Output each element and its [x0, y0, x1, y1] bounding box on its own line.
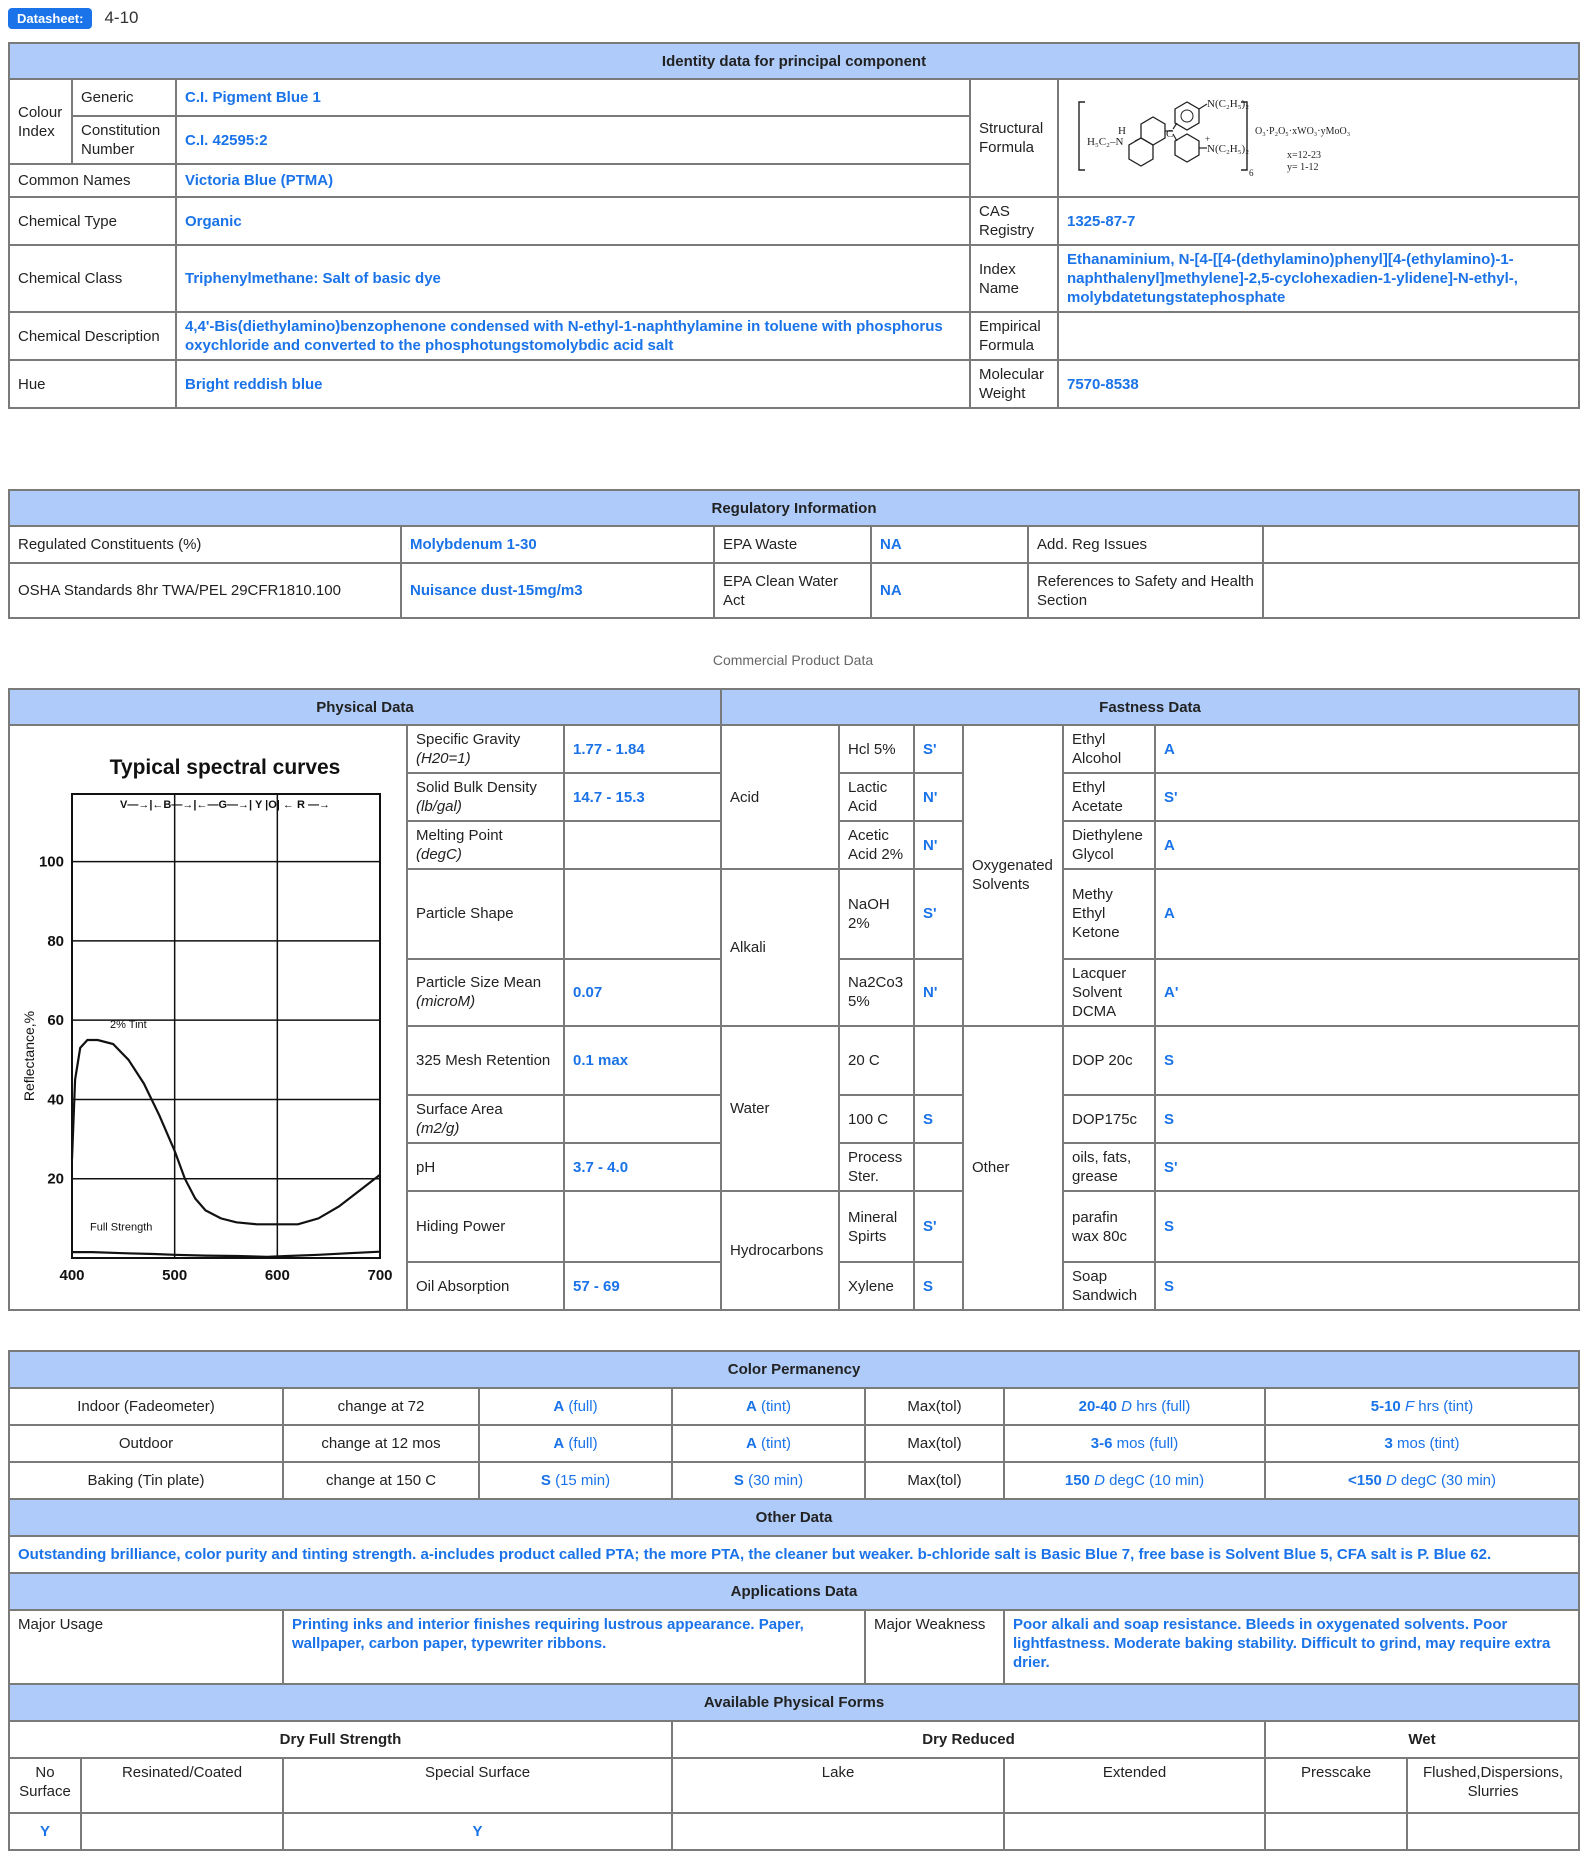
fastness-left-value	[914, 1143, 963, 1191]
structural-formula-label: Structural Formula	[970, 79, 1058, 197]
identity-title: Identity data for principal component	[9, 43, 1579, 79]
chart-y-tick: 60	[47, 1012, 64, 1030]
perm-full-note: (full)	[568, 1435, 598, 1452]
perm-max-full-note: hrs (full)	[1136, 1398, 1191, 1415]
perm-max: Max(tol)	[865, 1388, 1004, 1425]
generic-label: Generic	[72, 79, 176, 116]
physical-label-text: Hiding Power	[416, 1218, 506, 1236]
fastness-left-label: 20 C	[839, 1026, 914, 1096]
fastness-left-value: S	[914, 1095, 963, 1143]
formula-salt: O₃·P₂O₅·xWO₃·yMoO₃	[1255, 125, 1351, 137]
form-col-no-surface: No Surface	[9, 1758, 81, 1813]
epa-waste-label: EPA Waste	[714, 526, 871, 563]
physical-label-text: Surface Area	[416, 1101, 503, 1119]
perm-tint	[672, 1388, 865, 1425]
fastness-group-label: Other	[963, 1026, 1063, 1310]
chart-series-line	[72, 1040, 380, 1224]
fastness-left-label: Hcl 5%	[839, 725, 914, 773]
perm-max-tint-note: degC (30 min)	[1400, 1472, 1497, 1489]
reg-constituents-label: Regulated Constituents (%)	[9, 526, 401, 563]
formula-h: H	[1118, 124, 1126, 137]
formula-left-group: H₅C₂–N	[1087, 135, 1124, 148]
perm-max: Max(tol)	[865, 1462, 1004, 1499]
perm-tint-code: A	[745, 1398, 757, 1415]
fastness-right-value: S'	[1155, 773, 1579, 821]
fastness-left-label: Lactic Acid	[839, 773, 914, 821]
form-value-presscake	[1265, 1813, 1407, 1850]
osha-value: Nuisance dust-15mg/m3	[401, 563, 714, 618]
structural-formula-image	[1065, 84, 1570, 188]
generic-value: C.I. Pigment Blue 1	[176, 79, 970, 116]
fastness-group-label: Hydrocarbons	[721, 1191, 839, 1310]
major-weakness-value: Poor alkali and soap resistance. Bleeds in oxygenated solvents. Poor lightfastness. Moderate baking stability. Difficult to grind, may require extra drier.	[1004, 1610, 1579, 1684]
perm-max-full	[1004, 1462, 1265, 1499]
form-col-flushed: Flushed,Dispersions, Slurries	[1407, 1758, 1579, 1813]
chart-series-label: 2% Tint	[110, 1019, 147, 1032]
perm-change: change at 12 mos	[283, 1425, 479, 1462]
add-reg-value	[1263, 526, 1579, 563]
common-names-value: Victoria Blue (PTMA)	[176, 164, 970, 197]
chart-title: Typical spectral curves	[109, 756, 341, 779]
epa-clean-water-label: EPA Clean Water Act	[714, 563, 871, 618]
fastness-right-label: Ethyl Acetate	[1063, 773, 1155, 821]
perm-max-full-letter: D	[1121, 1398, 1133, 1415]
index-name-label: Index Name	[970, 245, 1058, 312]
mw-label: Molecular Weight	[970, 360, 1058, 408]
fastness-right-label: DOP175c	[1063, 1095, 1155, 1143]
regulatory-title: Regulatory Information	[9, 490, 1579, 526]
form-col-special-surface: Special Surface	[283, 1758, 672, 1813]
epa-waste-value: NA	[871, 526, 1028, 563]
chemical-class-value: Triphenylmethane: Salt of basic dye	[176, 245, 970, 312]
perm-max-tint-letter: F	[1404, 1398, 1415, 1415]
form-value-extended	[1004, 1813, 1265, 1850]
fastness-left-label: Process Ster.	[839, 1143, 914, 1191]
fastness-right-label: Soap Sandwich	[1063, 1262, 1155, 1310]
chemical-description-value: 4,4'-Bis(diethylamino)benzophenone condensed with N-ethyl-1-naphthylamine in toluene with phosphorus oxychloride and converted to the phosphotungstomolybdic acid salt	[176, 312, 970, 360]
chemical-type-value: Organic	[176, 197, 970, 245]
formula-y: y= 1-12	[1287, 161, 1319, 173]
fastness-left-value	[914, 1026, 963, 1096]
physical-unit: (degC)	[416, 846, 462, 863]
applications-title: Applications Data	[9, 1573, 1579, 1610]
chart-x-tick: 700	[367, 1267, 393, 1284]
fastness-group-label: Oxygenated Solvents	[963, 725, 1063, 1026]
fastness-right-label: Lacquer Solvent DCMA	[1063, 959, 1155, 1026]
perm-max-full-note: degC (10 min)	[1109, 1472, 1205, 1489]
physical-value	[564, 869, 721, 959]
fastness-left-value: N'	[914, 821, 963, 869]
form-value-special-surface: Y	[283, 1813, 672, 1850]
perm-full	[479, 1425, 672, 1462]
perm-tint-code: S	[733, 1472, 744, 1489]
formula-carbon: C	[1166, 127, 1174, 140]
chart-series-label: Full Strength	[90, 1221, 153, 1234]
perm-max-tint-code: 3	[1384, 1435, 1393, 1452]
index-name-value: Ethanaminium, N-[4-[[4-(dethylamino)phenyl][4-(ethylamino)-1-naphthalenyl]methylene]-2,5-cyclohexadien-1-ylidene]-N-ethyl-, molybdatetungstatephosphate	[1058, 245, 1579, 312]
hue-value: Bright reddish blue	[176, 360, 970, 408]
chart-y-tick: 80	[47, 932, 64, 950]
physical-value	[564, 821, 721, 869]
epa-clean-water-value: NA	[871, 563, 1028, 618]
chart-series-line	[72, 1252, 380, 1257]
form-col-resinated: Resinated/Coated	[81, 1758, 283, 1813]
physical-label-text: Specific Gravity	[416, 731, 521, 748]
physical-label	[407, 821, 564, 869]
perm-max-tint-note: hrs (tint)	[1418, 1398, 1474, 1415]
physical-label	[407, 1143, 564, 1191]
fastness-left-label: NaOH 2%	[839, 869, 914, 959]
fastness-title: Fastness Data	[721, 689, 1579, 725]
perm-tint	[672, 1425, 865, 1462]
physical-label	[407, 1262, 564, 1310]
perm-full	[479, 1462, 672, 1499]
empirical-label: Empirical Formula	[970, 312, 1058, 360]
perm-full	[479, 1388, 672, 1425]
datasheet-badge: Datasheet:	[8, 8, 92, 29]
physical-unit: (microM)	[416, 993, 476, 1011]
chemical-class-label: Chemical Class	[9, 245, 176, 312]
physical-value: 3.7 - 4.0	[564, 1143, 721, 1191]
fastness-right-label: oils, fats, grease	[1063, 1143, 1155, 1191]
regulatory-section	[8, 489, 1578, 619]
form-value-flushed	[1407, 1813, 1579, 1850]
fastness-right-label: DOP 20c	[1063, 1026, 1155, 1096]
constitution-value: C.I. 42595:2	[176, 116, 970, 164]
physical-label	[407, 1191, 564, 1262]
empirical-value	[1058, 312, 1579, 360]
perm-change: change at 72	[283, 1388, 479, 1425]
permanency-title: Color Permanency	[9, 1351, 1579, 1388]
major-weakness-label: Major Weakness	[865, 1610, 1004, 1684]
formula-x: x=12-23	[1287, 149, 1321, 161]
physical-label-text: pH	[416, 1158, 436, 1176]
references-label: References to Safety and Health Section	[1028, 563, 1263, 618]
perm-full-note: (15 min)	[555, 1472, 611, 1489]
perm-max: Max(tol)	[865, 1425, 1004, 1462]
perm-max-full	[1004, 1425, 1265, 1462]
physical-value: 1.77 - 1.84	[564, 725, 721, 773]
reg-constituents-value: Molybdenum 1-30	[401, 526, 714, 563]
perm-label: Indoor (Fadeometer)	[9, 1388, 283, 1425]
physical-label	[407, 773, 564, 821]
fastness-right-label: Methy Ethyl Ketone	[1063, 869, 1155, 959]
common-names-label: Common Names	[9, 164, 176, 197]
perm-tint-note: (tint)	[761, 1435, 791, 1452]
physical-value	[564, 1191, 721, 1262]
perm-change: change at 150 C	[283, 1462, 479, 1499]
forms-title: Available Physical Forms	[9, 1684, 1579, 1721]
fastness-group-label: Water	[721, 1026, 839, 1192]
perm-max-tint-code: 5-10	[1370, 1398, 1401, 1415]
formula-plus: +	[1205, 133, 1211, 144]
spectral-chart	[10, 726, 402, 1304]
chart-x-tick: 500	[162, 1267, 188, 1284]
physical-label	[407, 869, 564, 959]
structural-formula	[1058, 79, 1579, 197]
form-col-lake: Lake	[672, 1758, 1004, 1813]
physical-label	[407, 959, 564, 1026]
fastness-group-label: Alkali	[721, 869, 839, 1026]
datasheet-header	[8, 6, 139, 30]
spectral-chart-cell	[9, 725, 407, 1310]
fastness-left-label: Na2Co3 5%	[839, 959, 914, 1026]
major-usage-value: Printing inks and interior finishes requiring lustrous appearance. Paper, wallpaper, carbon paper, typewriter ribbons.	[283, 1610, 865, 1684]
chemical-description-label: Chemical Description	[9, 312, 176, 360]
fastness-left-label: Xylene	[839, 1262, 914, 1310]
fastness-right-value: A	[1155, 869, 1579, 959]
perm-max-full	[1004, 1388, 1265, 1425]
fastness-right-value: S'	[1155, 1143, 1579, 1191]
perm-label: Outdoor	[9, 1425, 283, 1462]
dry-reduced-header: Dry Reduced	[672, 1721, 1265, 1758]
physical-value: 0.07	[564, 959, 721, 1026]
datasheet-id: 4-10	[104, 8, 139, 27]
fastness-right-value: A	[1155, 821, 1579, 869]
physical-label-text: 325 Mesh Retention	[416, 1051, 551, 1069]
physical-label-text: Particle Shape	[416, 905, 514, 923]
osha-label: OSHA Standards 8hr TWA/PEL 29CFR1810.100	[9, 563, 401, 618]
physical-label-text: Particle Size Mean	[416, 974, 542, 992]
commercial-product-label: Commercial Product Data	[712, 652, 874, 668]
perm-full-code: S	[540, 1472, 551, 1489]
formula-subscript-6: 6	[1249, 167, 1254, 178]
cas-label: CAS Registry	[970, 197, 1058, 245]
fastness-right-label: parafin wax 80c	[1063, 1191, 1155, 1262]
form-value-resinated	[81, 1813, 283, 1850]
perm-tint-note: (30 min)	[748, 1472, 804, 1489]
fastness-left-value: S'	[914, 1191, 963, 1262]
fastness-right-value: S	[1155, 1191, 1579, 1262]
perm-max-full-letter: D	[1094, 1472, 1105, 1489]
physical-label	[407, 1095, 564, 1143]
form-col-presscake: Presscake	[1265, 1758, 1407, 1813]
chart-x-tick: 600	[264, 1267, 290, 1284]
fastness-left-label: Mineral Spirts	[839, 1191, 914, 1262]
perm-max-tint	[1265, 1462, 1579, 1499]
fastness-left-value: N'	[914, 773, 963, 821]
references-value	[1263, 563, 1579, 618]
chart-y-tick: 100	[38, 853, 64, 871]
perm-tint-note: (tint)	[761, 1398, 791, 1415]
chart-y-tick: 40	[47, 1091, 64, 1109]
fastness-right-value: S	[1155, 1262, 1579, 1310]
fastness-left-value: S	[914, 1262, 963, 1310]
fastness-left-value: N'	[914, 959, 963, 1026]
physical-value: 57 - 69	[564, 1262, 721, 1310]
fastness-right-label: Diethylene Glycol	[1063, 821, 1155, 869]
fastness-right-value: S	[1155, 1095, 1579, 1143]
fastness-group-label: Acid	[721, 725, 839, 869]
fastness-right-value: A'	[1155, 959, 1579, 1026]
perm-full-code: A	[553, 1398, 565, 1415]
mw-value: 7570-8538	[1058, 360, 1579, 408]
formula-right-bottom: N(C₂H₅)₂	[1207, 142, 1250, 155]
perm-full-note: (full)	[568, 1398, 598, 1415]
perm-max-full-code: 150	[1064, 1472, 1090, 1489]
identity-section	[8, 42, 1578, 409]
fastness-left-value: S'	[914, 725, 963, 773]
perm-tint-code: A	[745, 1435, 757, 1452]
physical-unit: (lb/gal)	[416, 798, 462, 815]
dry-full-strength-header: Dry Full Strength	[9, 1721, 672, 1758]
chart-y-tick: 20	[47, 1170, 64, 1188]
physical-label	[407, 1026, 564, 1096]
fastness-right-value: A	[1155, 725, 1579, 773]
perm-max-tint	[1265, 1425, 1579, 1462]
perm-max-tint-code: <150	[1348, 1472, 1382, 1489]
physical-value: 14.7 - 15.3	[564, 773, 721, 821]
fastness-right-value: S	[1155, 1026, 1579, 1096]
physical-unit: (m2/g)	[416, 1120, 460, 1138]
physical-label	[407, 725, 564, 773]
form-value-lake	[672, 1813, 1004, 1850]
wet-header: Wet	[1265, 1721, 1579, 1758]
chart-x-tick: 400	[59, 1267, 85, 1284]
physical-label-text: Melting Point	[416, 827, 503, 844]
chart-y-label: Reflectance,%	[21, 1010, 37, 1102]
physical-label-text: Solid Bulk Density	[416, 779, 537, 796]
fastness-left-label: 100 C	[839, 1095, 914, 1143]
major-usage-label: Major Usage	[9, 1610, 283, 1684]
permanency-section	[8, 1350, 1578, 1851]
perm-max-full-code: 3-6	[1090, 1435, 1113, 1452]
physical-label-text: Oil Absorption	[416, 1277, 510, 1295]
other-data-text: Outstanding brilliance, color purity and tinting strength. a-includes product called PTA; the more PTA, the cleaner but weaker. b-chloride salt is Basic Blue 7, free base is Solvent Blue 5, CFA salt is P. Blue 62.	[9, 1536, 1579, 1573]
chart-band-label: V—→|←B—→|←—G—→| Y |O| ← R —→	[120, 799, 330, 811]
perm-max-full-code: 20-40	[1078, 1398, 1117, 1415]
cas-value: 1325-87-7	[1058, 197, 1579, 245]
perm-max-full-note: mos (full)	[1116, 1435, 1179, 1452]
physical-unit: (H20=1)	[416, 750, 471, 767]
physical-fastness-section	[8, 688, 1578, 1311]
hue-label: Hue	[9, 360, 176, 408]
physical-title: Physical Data	[9, 689, 721, 725]
form-col-extended: Extended	[1004, 1758, 1265, 1813]
physical-value: 0.1 max	[564, 1026, 721, 1096]
perm-max-tint	[1265, 1388, 1579, 1425]
colour-index-label: Colour Index	[9, 79, 72, 164]
perm-max-tint-note: mos (tint)	[1397, 1435, 1460, 1452]
constitution-label: Constitution Number	[72, 116, 176, 164]
perm-max-tint-letter: D	[1385, 1472, 1397, 1489]
perm-tint	[672, 1462, 865, 1499]
perm-full-code: A	[553, 1435, 565, 1452]
perm-label: Baking (Tin plate)	[9, 1462, 283, 1499]
chemical-type-label: Chemical Type	[9, 197, 176, 245]
other-data-title: Other Data	[9, 1499, 1579, 1536]
fastness-right-label: Ethyl Alcohol	[1063, 725, 1155, 773]
formula-right-top: N(C₂H₅)₂	[1207, 97, 1250, 110]
physical-value	[564, 1095, 721, 1143]
fastness-left-value: S'	[914, 869, 963, 959]
add-reg-label: Add. Reg Issues	[1028, 526, 1263, 563]
form-value-no-surface: Y	[9, 1813, 81, 1850]
fastness-left-label: Acetic Acid 2%	[839, 821, 914, 869]
